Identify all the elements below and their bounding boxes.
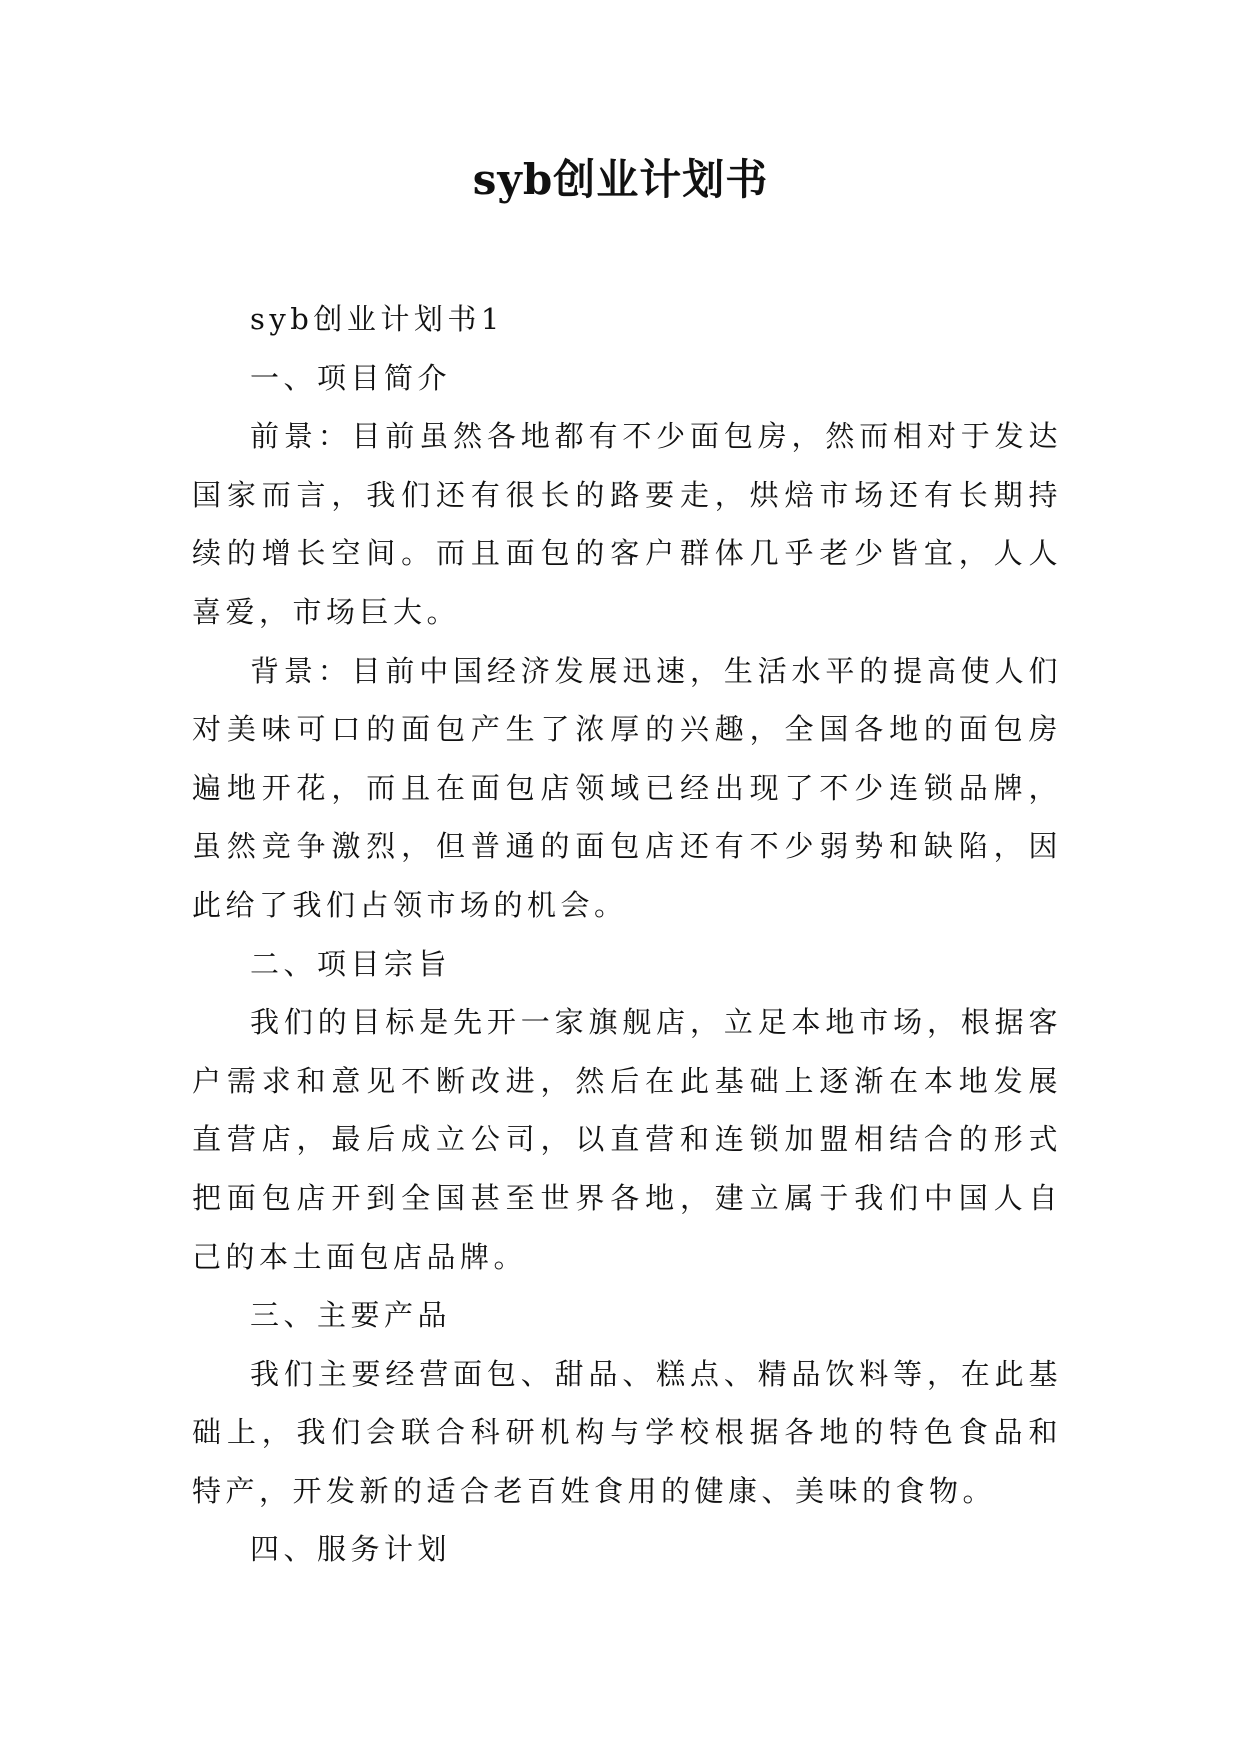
paragraph-prospects: 前景：目前虽然各地都有不少面包房，然而相对于发达国家而言，我们还有很长的路要走，烘焙市场还有长期持续的增长空间。而且面包的客户群体几乎老少皆宜，人人喜爱，市场巨大。 <box>192 419 1062 629</box>
paragraph-products: 我们主要经营面包、甜品、糕点、精品饮料等，在此基础上，我们会联合科研机构与学校根据各地的特色食品和特产，开发新的适合老百姓食用的健康、美味的食物。 <box>192 1356 1062 1508</box>
section-heading-main-products: 三、主要产品 <box>250 1298 452 1333</box>
document-body <box>192 290 1062 1579</box>
section-heading-project-purpose: 二、项目宗旨 <box>250 946 452 981</box>
paragraph-background: 背景：目前中国经济发展迅速，生活水平的提高使人们对美味可口的面包产生了浓厚的兴趣，全国各地的面包房遍地开花，而且在面包店领域已经出现了不少连锁品牌，虽然竞争激烈，但普通的面包店还有不少弱势和缺陷，因此给了我们占领市场的机会。 <box>192 653 1062 922</box>
subtitle-line: syb创业计划书1 <box>250 302 504 336</box>
document-title: syb创业计划书 <box>472 155 769 204</box>
paragraph-goals: 我们的目标是先开一家旗舰店，立足本地市场，根据客户需求和意见不断改进，然后在此基础上逐渐在本地发展直营店，最后成立公司，以直营和连锁加盟相结合的形式把面包店开到全国甚至世界各地，建立属于我们中国人自己的本土面包店品牌。 <box>192 1005 1062 1274</box>
section-heading-service-plan: 四、服务计划 <box>250 1532 452 1567</box>
section-heading-project-intro: 一、项目简介 <box>250 360 452 395</box>
